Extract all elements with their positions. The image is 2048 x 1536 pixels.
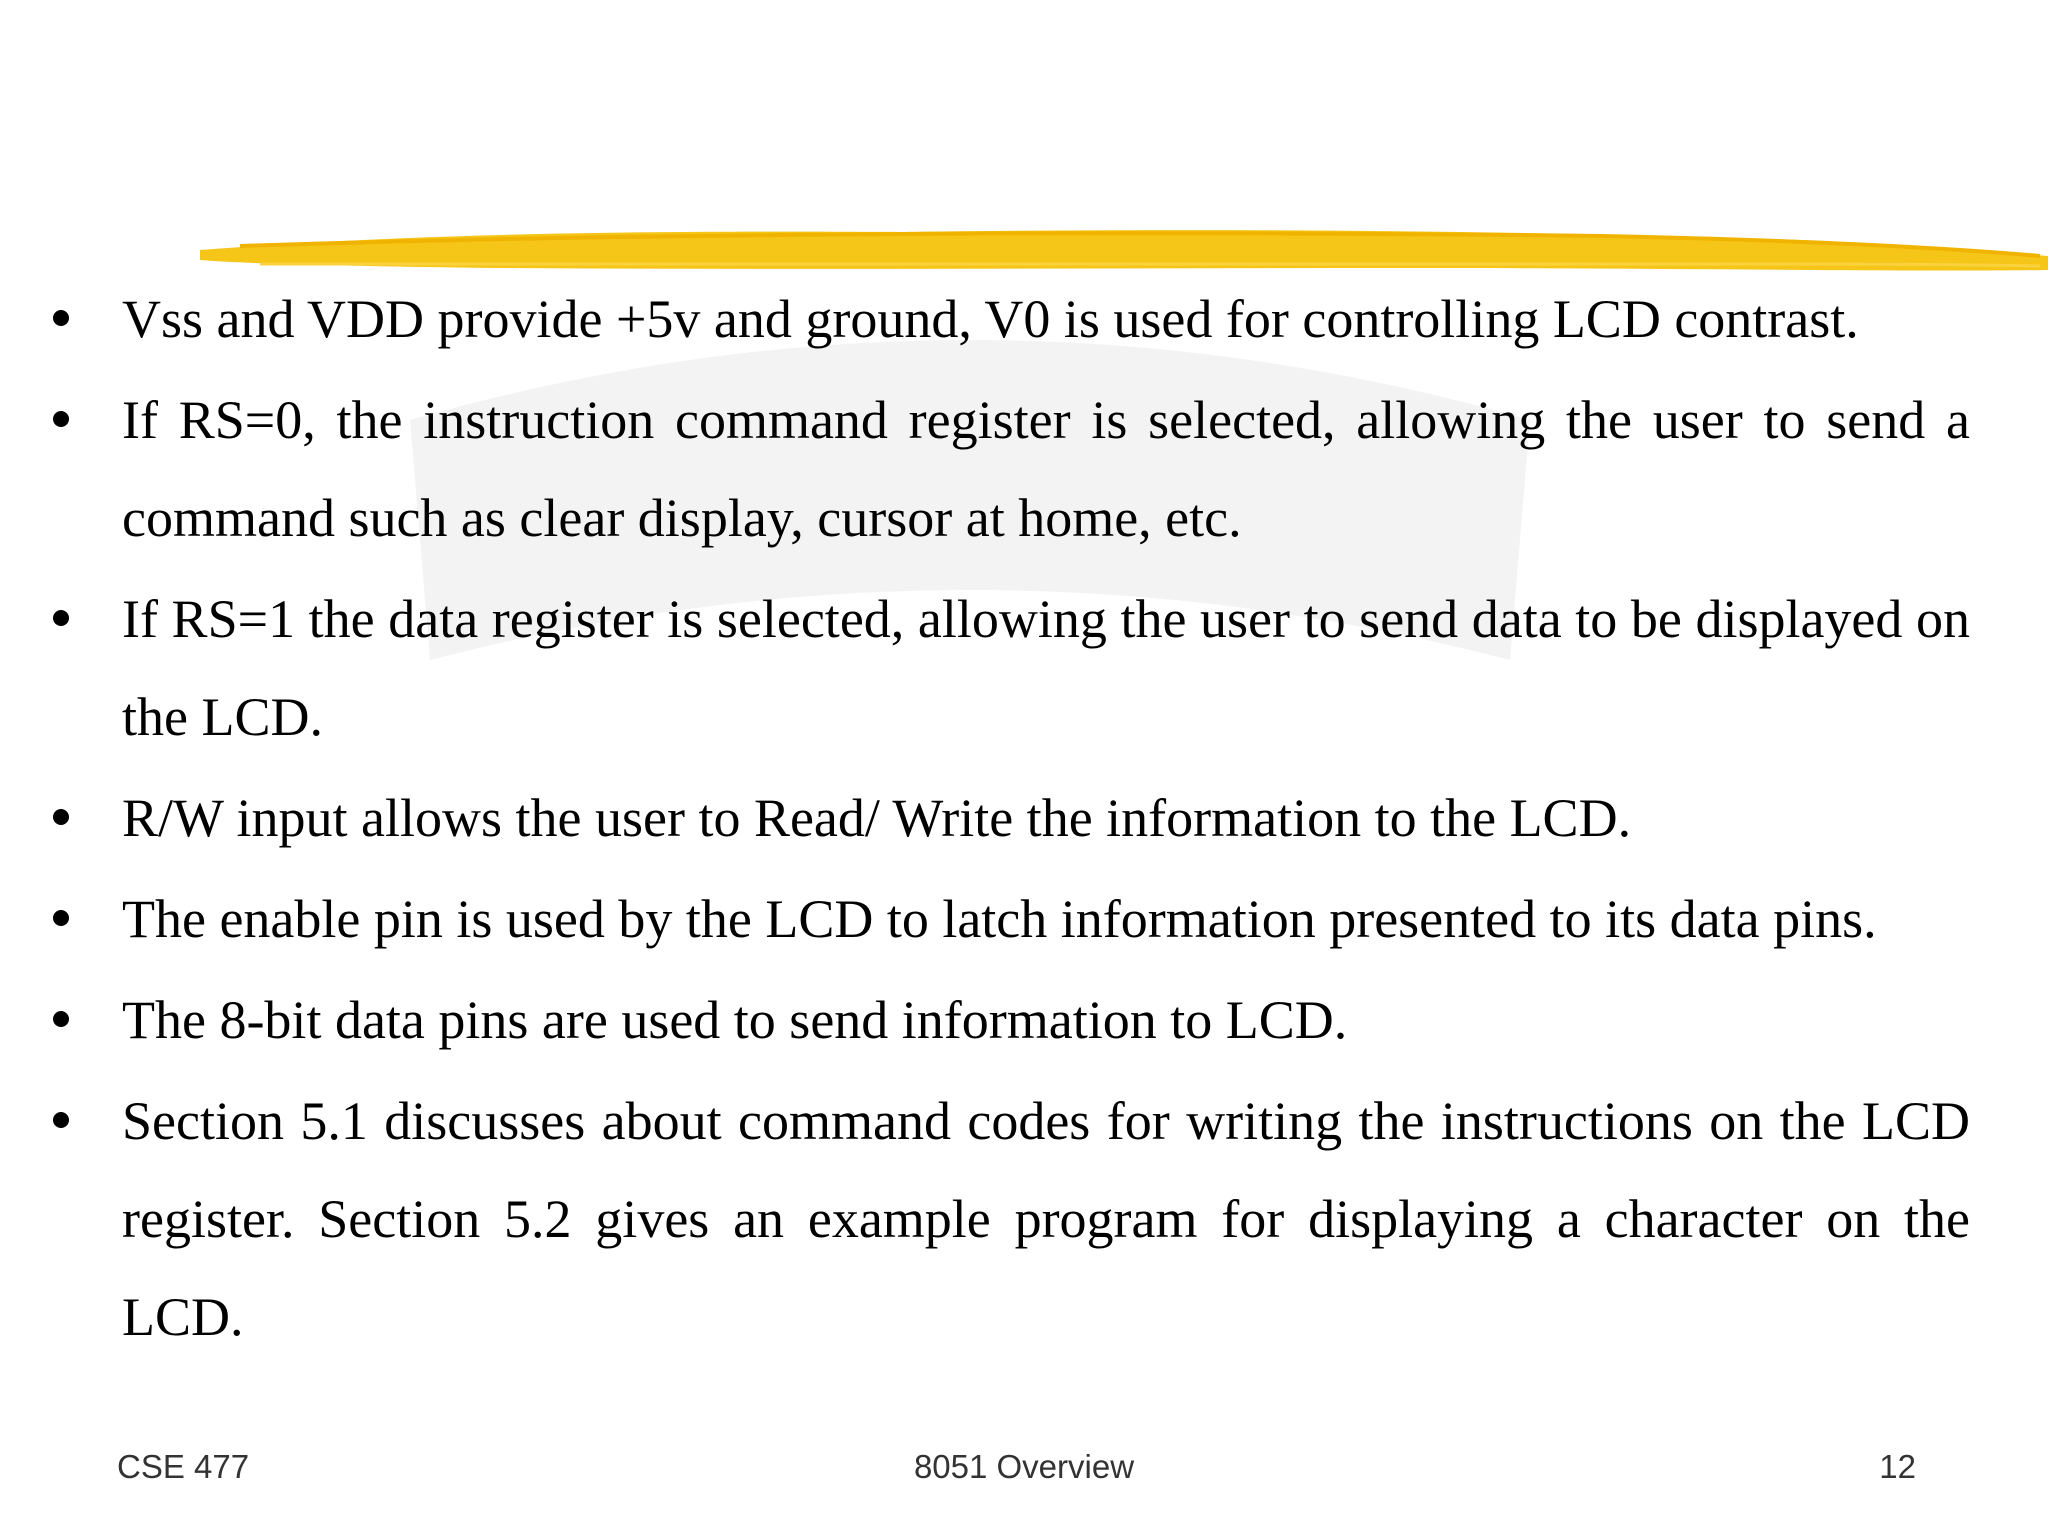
footer-course: CSE 477 bbox=[117, 1448, 250, 1485]
bullet-dot-icon bbox=[53, 610, 69, 626]
bullet-item bbox=[0, 570, 2048, 766]
bullet-item bbox=[0, 870, 2048, 968]
bullet-text: Section 5.1 discusses about command codes for writing the instructions on the LCD register. Section 5.2 gives an example program for displaying a character on the LCD. bbox=[122, 1091, 1970, 1347]
bullet-text: Vss and VDD provide +5v and ground, V0 is used for controlling LCD contrast. bbox=[122, 289, 1859, 349]
bullet-text: The 8-bit data pins are used to send information to LCD. bbox=[122, 990, 1348, 1050]
bullet-text: If RS=0, the instruction command register is selected, allowing the user to send a command such as clear display, cursor at home, etc. bbox=[122, 390, 1970, 548]
bullet-text: If RS=1 the data register is selected, allowing the user to send data to be displayed on the LCD. bbox=[122, 589, 1970, 747]
bullet-dot-icon bbox=[53, 310, 69, 326]
bullet-item bbox=[0, 270, 2048, 368]
bullet-item bbox=[0, 1072, 2048, 1366]
footer-title: 8051 Overview bbox=[913, 1448, 1135, 1485]
bullet-text: R/W input allows the user to Read/ Write the information to the LCD. bbox=[122, 788, 1632, 848]
bullet-dot-icon bbox=[53, 411, 69, 427]
bullet-item bbox=[0, 769, 2048, 867]
bullet-item bbox=[0, 371, 2048, 567]
bullet-dot-icon bbox=[53, 809, 69, 825]
bullet-text: The enable pin is used by the LCD to latch information presented to its data pins. bbox=[122, 889, 1877, 949]
bullet-list bbox=[0, 270, 2048, 1369]
bullet-dot-icon bbox=[53, 910, 69, 926]
bullet-dot-icon bbox=[53, 1011, 69, 1027]
footer-page-number: 12 bbox=[1879, 1448, 1916, 1485]
bullet-item bbox=[0, 971, 2048, 1069]
bullet-dot-icon bbox=[53, 1112, 69, 1128]
